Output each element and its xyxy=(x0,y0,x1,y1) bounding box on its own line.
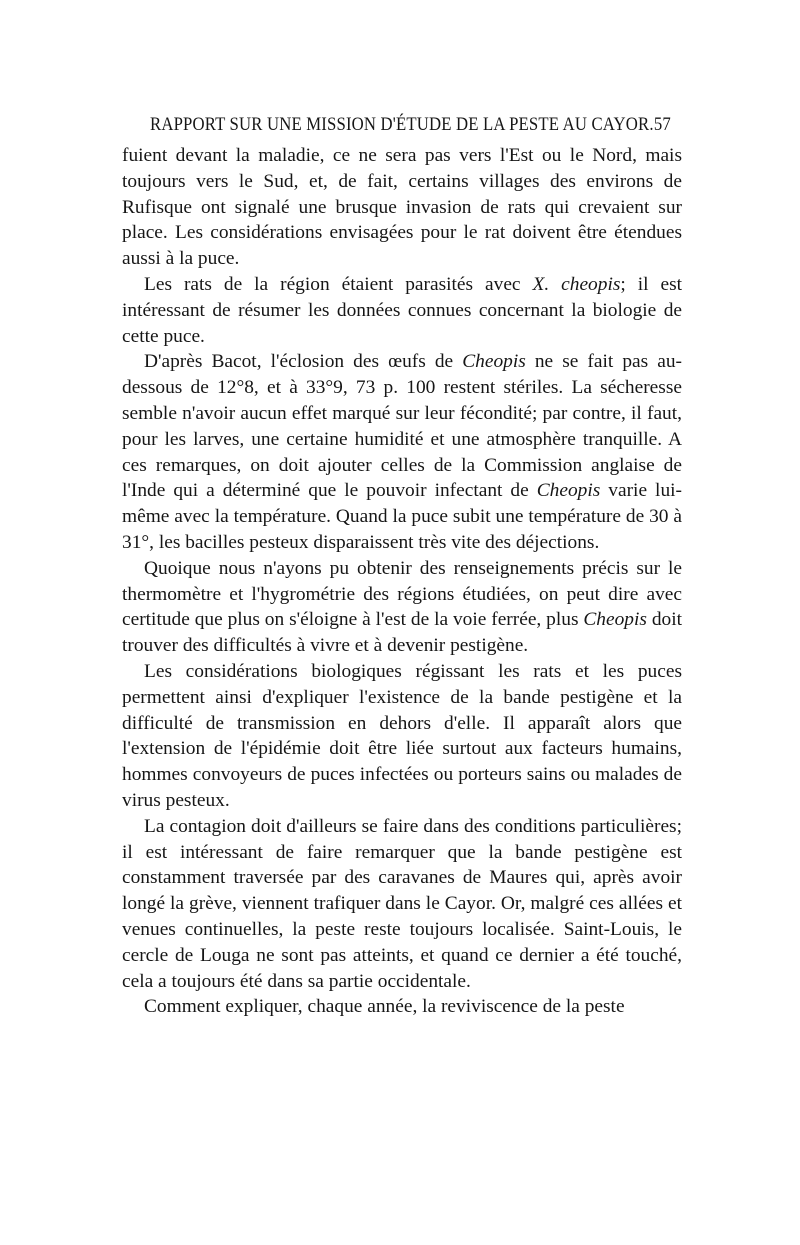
paragraph-continuation: fuient devant la maladie, ce ne sera pas vers l'Est ou le Nord, mais toujours vers le Sud, et, de fait, certains villages des environs de Rufisque ont signalé une brusque invasion de rats qui crevaient sur place. Les considérations envisagées pour le rat doivent être étendues aussi à la puce. xyxy=(122,145,682,270)
running-title: RAPPORT SUR UNE MISSION D'ÉTUDE DE LA PESTE AU CAYOR. xyxy=(150,114,654,135)
running-header xyxy=(150,110,671,140)
paragraph-biological-considerations: Les considérations biologiques régissant les rats et les puces permettent ainsi d'expliquer l'existence de la bande pestigène et la difficulté de transmission en dehors d'elle. Il apparaît alors que l'extension de l'épidémie doit être liée surtout aux facteurs humains, hommes convoyeurs de puces infectées ou porteurs sains ou malades de virus pesteux. xyxy=(122,660,682,811)
species-name: Cheopis xyxy=(583,609,647,631)
species-name: Cheopis xyxy=(536,480,601,502)
species-name: Cheopis xyxy=(462,351,526,373)
page-number: 57 xyxy=(653,114,671,135)
page-body xyxy=(122,143,682,1020)
paragraph-thermometer: Quoique nous n'ayons pu obtenir des renseignements précis sur le thermomètre et l'hygrométrie des régions étudiées, on peut dire avec certitude que plus on s'éloigne à l'est de la voie ferrée, plus Cheopis doit trouver des difficultés à vivre et à devenir pestigène. xyxy=(122,557,682,657)
paragraph-reviviscence: Comment expliquer, chaque année, la reviviscence de la peste xyxy=(144,996,625,1018)
paragraph-cheopis-parasites: Les rats de la région étaient parasités avec X. cheopis; il est intéressant de résumer les données connues concernant la biologie de cette puce. xyxy=(122,273,683,347)
paragraph-contagion: La contagion doit d'ailleurs se faire dans des conditions particulières; il est intéressant de faire remarquer que la bande pestigène est constamment traversée par des caravanes de Maures qui, après avoir longé la grève, viennent trafiquer dans le Cayor. Or, malgré ces allées et venues continuelles, la peste reste toujours localisée. Saint-Louis, le cercle de Louga ne sont pas atteints, et quand ce dernier a été touché, cela a toujours été dans sa partie occidentale. xyxy=(122,815,682,992)
paragraph-bacot-biology: D'après Bacot, l'éclosion des œufs de Cheopis ne se fait pas au-dessous de 12°8, et à 33°9, 73 p. 100 restent stériles. La sécheresse semble n'avoir aucun effet marqué sur leur fécondité; par contre, il faut, pour les larves, une certaine humidité et une atmosphère tranquille. A ces remarques, on doit ajouter celles de la Commission anglaise de l'Inde qui a déterminé que le pouvoir infectant de Cheopis varie lui-même avec la température. Quand la puce subit une température de 30 à 31°, les bacilles pesteux disparaissent très vite des déjections. xyxy=(122,351,682,553)
species-name: X. cheopis xyxy=(532,273,621,295)
